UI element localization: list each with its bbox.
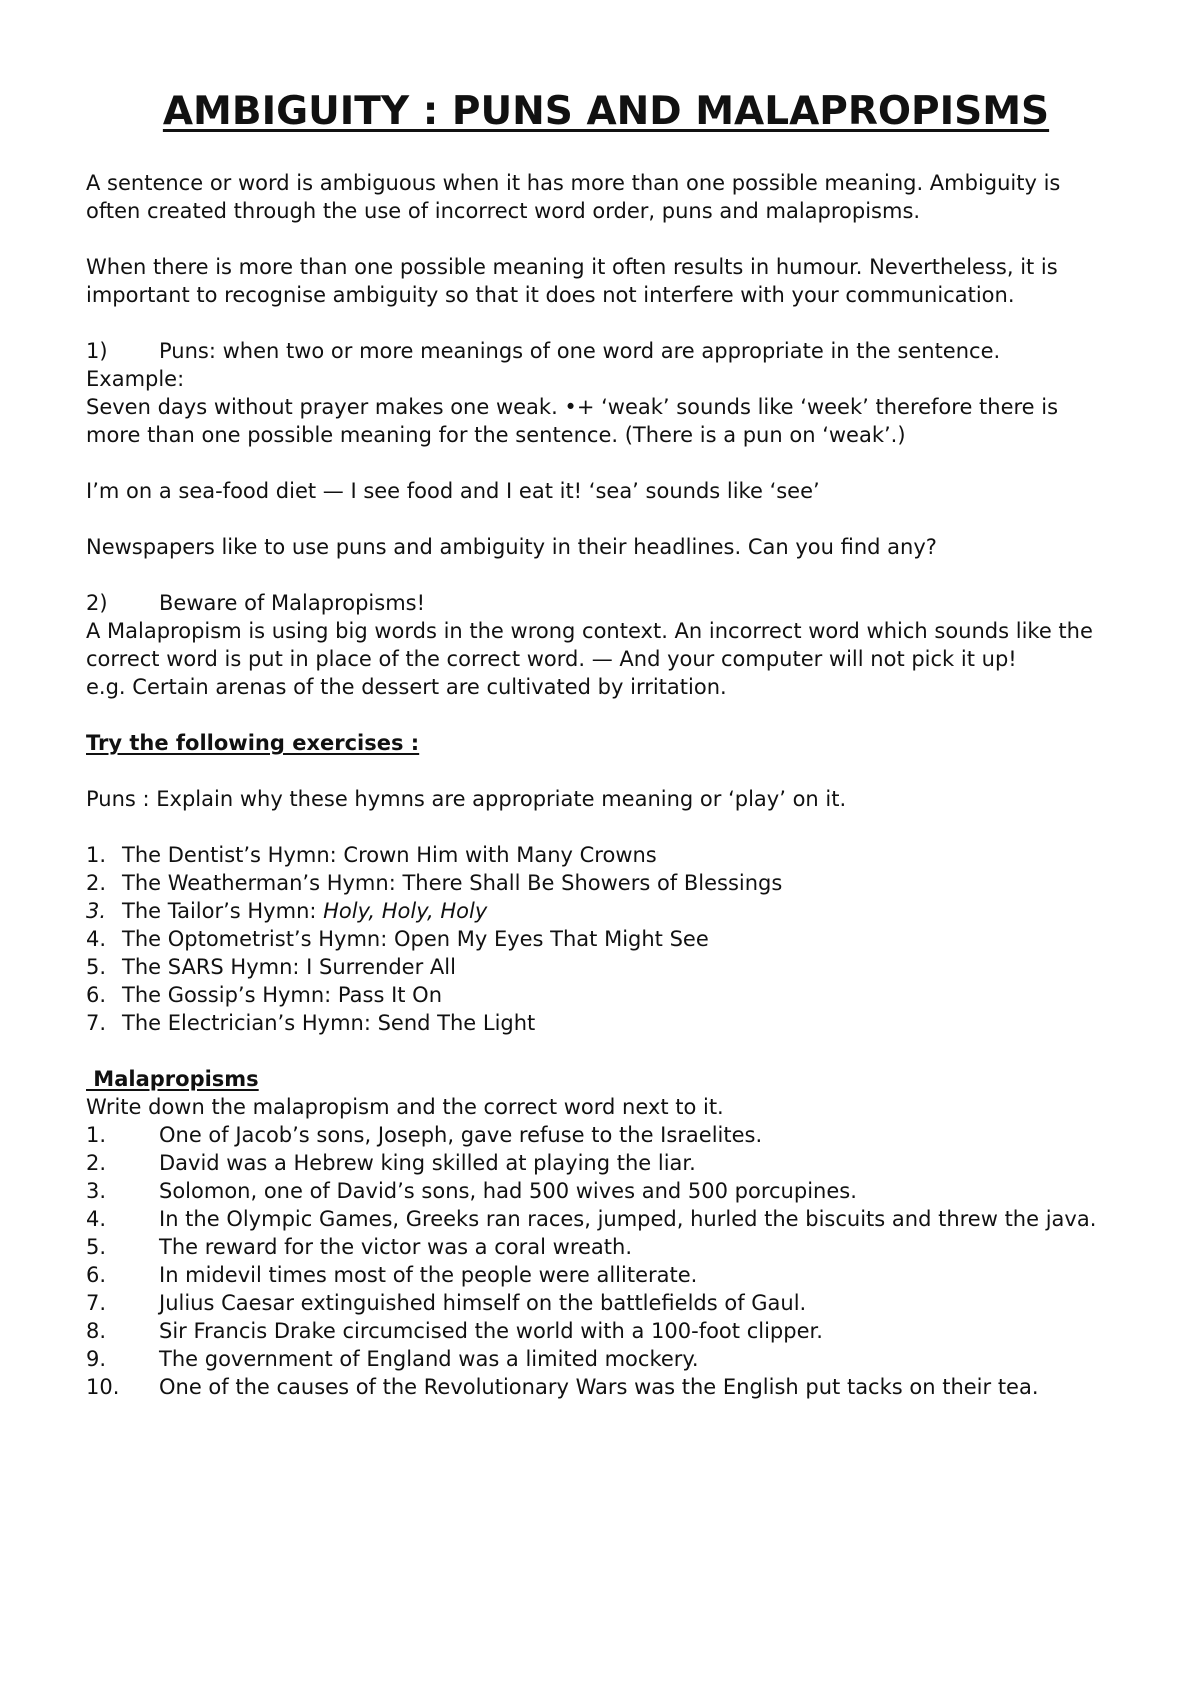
item-text: In the Olympic Games, Greeks ran races, jumped, hurled the biscuits and threw the java.: [159, 1207, 1097, 1231]
section-heading: Puns: when two or more meanings of one word are appropriate in the sentence.: [159, 339, 1001, 363]
list-item: [86, 1345, 1126, 1373]
item-number: 5.: [86, 1235, 107, 1259]
list-item: [86, 981, 1126, 1009]
list-item: [86, 1177, 1126, 1205]
item-number: 6.: [86, 983, 107, 1007]
item-text: In midevil times most of the people were alliterate.: [159, 1263, 698, 1287]
item-number: 8.: [86, 1319, 107, 1343]
hymns-list: [86, 841, 1126, 1037]
item-text: The Weatherman’s Hymn: There Shall Be Showers of Blessings: [122, 871, 783, 895]
list-item: [86, 953, 1126, 981]
newspapers-note: Newspapers like to use puns and ambiguity in their headlines. Can you find any?: [86, 535, 937, 559]
list-item: [86, 897, 1126, 925]
item-number: 1.: [86, 843, 107, 867]
malapropisms-exercise-intro: Write down the malapropism and the correct word next to it.: [86, 1095, 724, 1119]
item-number: 4.: [86, 927, 107, 951]
item-text: The SARS Hymn: I Surrender All: [122, 955, 456, 979]
list-item: [86, 1121, 1126, 1149]
list-item: [86, 1205, 1126, 1233]
description-line: e.g. Certain arenas of the dessert are cultivated by irritation.: [86, 675, 727, 699]
item-number: 3.: [86, 899, 107, 923]
item-text: Julius Caesar extinguished himself on the battlefields of Gaul.: [159, 1291, 807, 1315]
item-text: The reward for the victor was a coral wreath.: [159, 1235, 632, 1259]
intro-line: When there is more than one possible meaning it often results in humour. Nevertheless, it is: [86, 255, 1058, 279]
intro-paragraph-1: [86, 169, 1126, 225]
list-item: [86, 1233, 1126, 1261]
list-item: [86, 869, 1126, 897]
list-item: [86, 1289, 1126, 1317]
item-number: 9.: [86, 1347, 107, 1371]
item-number: 5.: [86, 955, 107, 979]
item-number: 6.: [86, 1263, 107, 1287]
item-text: One of Jacob’s sons, Joseph, gave refuse to the Israelites.: [159, 1123, 763, 1147]
example-line: more than one possible meaning for the sentence. (There is a pun on ‘weak’.): [86, 423, 906, 447]
example-label: Example:: [86, 367, 185, 391]
malapropisms-heading: [86, 589, 1126, 617]
item-text: The government of England was a limited mockery.: [159, 1347, 699, 1371]
page-title: AMBIGUITY : PUNS AND MALAPROPISMS: [162, 89, 1050, 134]
item-number: 1.: [86, 1123, 107, 1147]
list-item: [86, 1373, 1126, 1401]
item-text: The Dentist’s Hymn: Crown Him with Many Crowns: [122, 843, 657, 867]
puns-heading: [86, 337, 1126, 365]
item-text: The Optometrist’s Hymn: Open My Eyes That Might See: [122, 927, 709, 951]
exercises-heading: Try the following exercises :: [86, 731, 420, 755]
item-text-plain: The Tailor’s Hymn:: [122, 899, 324, 923]
item-text: The Gossip’s Hymn: Pass It On: [122, 983, 443, 1007]
intro-line: important to recognise ambiguity so that it does not interfere with your communication.: [86, 283, 1015, 307]
item-text: David was a Hebrew king skilled at playing the liar.: [159, 1151, 696, 1175]
example-line: Seven days without prayer makes one weak. •+ ‘weak’ sounds like ‘week’ therefore there is: [86, 395, 1059, 419]
puns-exercise-intro: Puns : Explain why these hymns are appropriate meaning or ‘play’ on it.: [86, 787, 847, 811]
intro-paragraph-2: [86, 253, 1126, 309]
list-item: [86, 1317, 1126, 1345]
list-item: [86, 1261, 1126, 1289]
item-number: 10.: [86, 1375, 120, 1399]
section-number: 1): [86, 339, 108, 363]
list-item: [86, 1149, 1126, 1177]
puns-example: [86, 365, 1126, 449]
intro-line: often created through the use of incorrect word order, puns and malapropisms.: [86, 199, 921, 223]
description-line: correct word is put in place of the correct word. — And your computer will not pick it up!: [86, 647, 1017, 671]
malapropisms-description: [86, 617, 1126, 701]
item-number: 7.: [86, 1011, 107, 1035]
item-text: Solomon, one of David’s sons, had 500 wives and 500 porcupines.: [159, 1179, 857, 1203]
puns-example-2: I’m on a sea-food diet — I see food and I eat it! ‘sea’ sounds like ‘see’: [86, 479, 820, 503]
section-number: 2): [86, 591, 108, 615]
item-number: 2.: [86, 871, 107, 895]
list-item: [86, 1009, 1126, 1037]
item-number: 3.: [86, 1179, 107, 1203]
item-text: One of the causes of the Revolutionary Wars was the English put tacks on their tea.: [159, 1375, 1039, 1399]
malapropisms-list: [86, 1121, 1126, 1401]
list-item: [86, 925, 1126, 953]
item-number: 7.: [86, 1291, 107, 1315]
intro-line: A sentence or word is ambiguous when it has more than one possible meaning. Ambiguity is: [86, 171, 1061, 195]
malapropisms-exercise-heading: Malapropisms: [86, 1067, 259, 1091]
item-text: The Electrician’s Hymn: Send The Light: [122, 1011, 536, 1035]
document-page: [86, 84, 1126, 1401]
item-number: 4.: [86, 1207, 107, 1231]
list-item: [86, 841, 1126, 869]
section-heading: Beware of Malapropisms!: [159, 591, 426, 615]
item-text: [122, 897, 487, 925]
item-text: Sir Francis Drake circumcised the world with a 100-foot clipper.: [159, 1319, 823, 1343]
description-line: A Malapropism is using big words in the wrong context. An incorrect word which sounds like the: [86, 619, 1093, 643]
item-text-italic: Holy, Holy, Holy: [323, 899, 488, 923]
item-number: 2.: [86, 1151, 107, 1175]
